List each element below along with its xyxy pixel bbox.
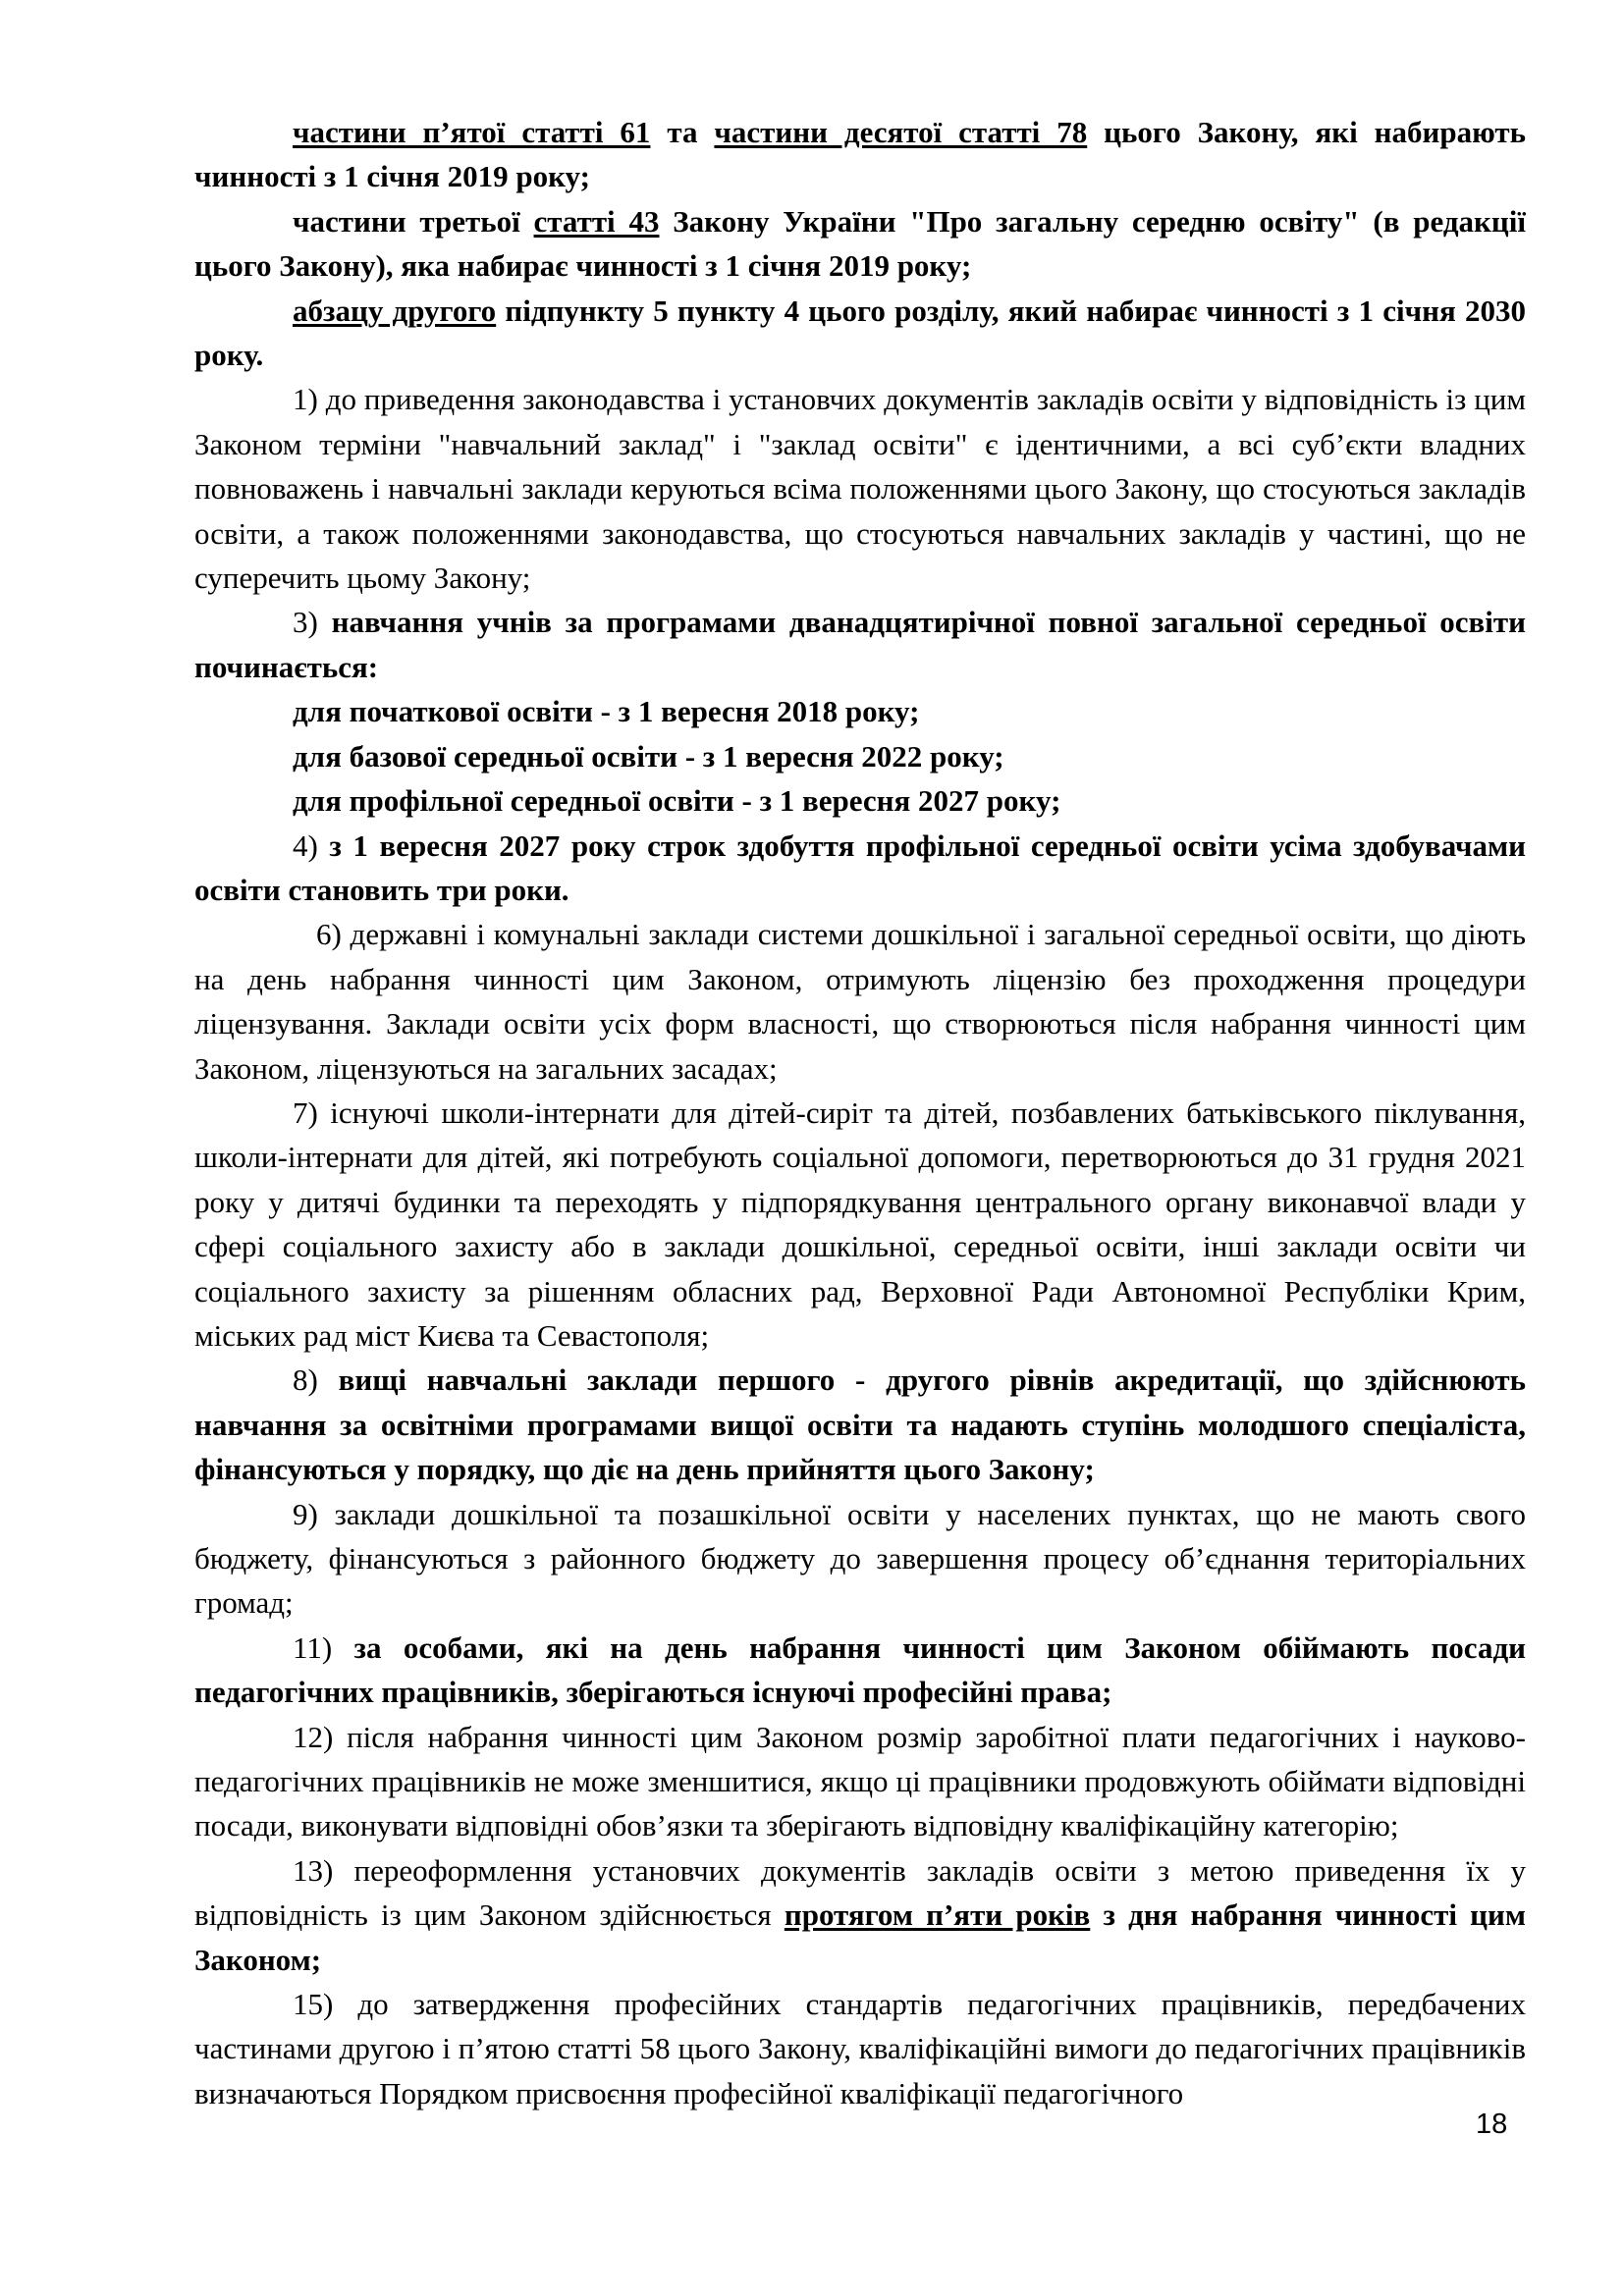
paragraph-item-15: 15) до затвердження професійних стандартів педагогічних працівників, передбачених частинами другою і п’ятою статті 58 цього Закону, кваліфікаційні вимоги до педагогічних працівників визначаються Порядком присвоєння професійної кваліфікації педагогічного: [194, 1987, 1526, 2110]
paragraph-item-11: 11) за особами, які на день набрання чинності цим Законом обіймають посади педагогічних працівників, зберігаються існуючі професійні права;: [194, 1629, 1526, 1710]
paragraph-2: частини третьої статті 43 Закону України "Про загальну середню освіту" (в редакції цього Закону), яка набирає чинності з 1 січня 2019 року;: [194, 203, 1526, 284]
link-part-10-art-78[interactable]: частини десятої статті 78: [714, 115, 1088, 149]
link-part-5-art-61[interactable]: частини п’ятої статті 61: [293, 115, 651, 149]
paragraph-item-8: 8) вищі навчальні заклади першого - другого рівнів акредитації, що здійснюють навчання за освітніми програмами вищої освіти та надають ступінь молодшого спеціаліста, фінансуються у порядку, що діє на день прийняття цього Закону;: [194, 1362, 1527, 1487]
paragraph-item-9: 9) заклади дошкільної та позашкільної освіти у населених пунктах, що не мають свого бюджету, фінансуються з районного бюджету до завершення процесу об’єднання територіальних громад;: [194, 1496, 1526, 1621]
paragraph-3: абзацу другого підпункту 5 пункту 4 цього розділу, який набирає чинності з 1 січня 2030 року.: [194, 293, 1526, 373]
paragraph-primary-education: для початкової освіти - з 1 вересня 2018 року;: [293, 694, 920, 729]
paragraph-item-13: 13) переоформлення установчих документів закладів освіти з метою приведення їх у відповідність із цим Законом здійснюється протягом п’яти років з дня набрання чинності цим Законом;: [194, 1852, 1526, 1977]
link-second-paragraph[interactable]: абзацу другого: [293, 293, 497, 328]
link-five-years[interactable]: протягом п’яти років: [784, 1897, 1091, 1933]
paragraph-item-3: 3) навчання учнів за програмами дванадцятирічної повної загальної середньої освіти починається:: [194, 605, 1527, 684]
paragraph-item-7: 7) існуючі школи-інтернати для дітей-сиріт та дітей, позбавлених батьківського піклування, школи-інтернати для дітей, які потребують соціальної допомоги, перетворюються до 31 грудня 2021 року у дитячі будинки та переходять у підпорядкування центрального органу виконавчої влади у сфері соціального захисту або в заклади дошкільної, середньої освіти, інші заклади освіти чи соціального захисту за рішенням обласних рад, Верховної Ради Автономної Республіки Крим, міських рад міст Києва та Севастополя;: [194, 1095, 1526, 1353]
paragraph-basic-secondary: для базової середньої освіти - з 1 вересня 2022 року;: [293, 738, 1004, 774]
paragraph-item-1: 1) до приведення законодавства і установчих документів закладів освіти у відповідність із цим Законом терміни "навчальний заклад" і "заклад освіти" є ідентичними, а всі суб’єкти владних повноважень і навчальні заклади керуються всіма положеннями цього Закону, що стосуються закладів освіти, а також положеннями законодавства, що стосуються навчальних закладів у частині, що не суперечить цьому Закону;: [194, 382, 1526, 596]
paragraph-item-4: 4) з 1 вересня 2027 року строк здобуття профільної середньої освіти усіма здобувачами освіти становить три роки.: [194, 828, 1526, 907]
document-page: [194, 110, 1526, 2115]
page-number: 18: [1476, 2109, 1508, 2140]
paragraph-item-6: 6) державні і комунальні заклади системи дошкільної і загальної середньої освіти, що діють на день набрання чинності цим Законом, отримують ліцензію без проходження процедури ліцензування. Заклади освіти усіх форм власності, що створюються після набрання чинності цим Законом, ліцензуються на загальних засадах;: [194, 917, 1526, 1086]
link-article-43[interactable]: статті 43: [533, 203, 660, 239]
paragraph-1: частини п’ятої статті 61 та частини десятої статті 78 цього Закону, які набирають чинності з 1 січня 2019 року;: [194, 115, 1527, 194]
paragraph-item-12: 12) після набрання чинності цим Законом розмір заробітної плати педагогічних і науково-педагогічних працівників не може зменшитися, якщо ці працівники продовжують обіймати відповідні посади, виконувати відповідні обов’язки та зберігають відповідну кваліфікаційну категорію;: [194, 1719, 1526, 1843]
paragraph-profile-secondary: для профільної середньої освіти - з 1 вересня 2027 року;: [293, 783, 1061, 819]
